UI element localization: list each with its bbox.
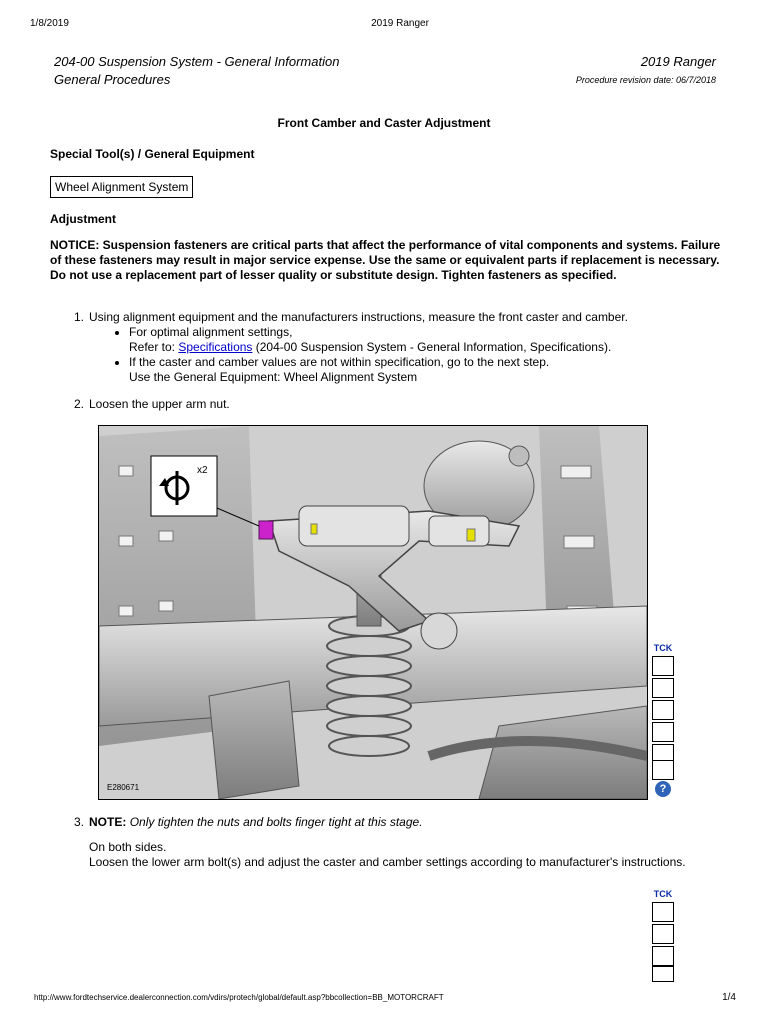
- print-title: 2019 Ranger: [371, 18, 429, 29]
- print-date: 1/8/2019: [30, 18, 69, 29]
- step-3-number: 3.: [74, 815, 85, 829]
- side-tab[interactable]: [652, 760, 674, 780]
- callout-multiplier: x2: [197, 465, 208, 476]
- refer-to-label: Refer to:: [129, 340, 176, 354]
- side-tab[interactable]: [652, 902, 674, 922]
- specifications-link[interactable]: Specifications: [178, 340, 253, 354]
- vehicle-name: 2019 Ranger: [640, 54, 716, 69]
- video-icon[interactable]: TCK: [653, 643, 673, 653]
- side-tab[interactable]: [652, 678, 674, 698]
- note-text: Only tighten the nuts and bolts finger tight at this stage.: [129, 815, 423, 829]
- bullet-2-line-1: If the caster and camber values are not within specification, go to the next step.: [129, 355, 550, 369]
- specifications-ref: (204-00 Suspension System - General Information, Specifications).: [255, 340, 612, 354]
- suspension-figure: [98, 425, 648, 800]
- adjustment-heading: Adjustment: [50, 212, 116, 226]
- bullet-out-of-spec: [129, 355, 731, 385]
- video-icon[interactable]: TCK: [653, 889, 673, 899]
- side-tab[interactable]: [652, 656, 674, 676]
- page-number: 1/4: [722, 992, 736, 1003]
- section-title: 204-00 Suspension System - General Information: [54, 54, 340, 69]
- bullet-optimal-alignment: [129, 325, 731, 355]
- side-tab[interactable]: [652, 966, 674, 982]
- note-label: NOTE:: [89, 815, 127, 829]
- bullet-2-line-2: Use the General Equipment: Wheel Alignment System: [129, 370, 418, 384]
- category-label: General Procedures: [54, 72, 171, 87]
- step-3-line-2: Loosen the lower arm bolt(s) and adjust the caster and camber settings according to manufacturer's instructions.: [89, 855, 686, 869]
- step-2-number: 2.: [74, 397, 85, 411]
- step-2-text: Loosen the upper arm nut.: [89, 397, 230, 411]
- side-tab[interactable]: [652, 700, 674, 720]
- side-tab[interactable]: [652, 946, 674, 966]
- revision-date: Procedure revision date: 06/7/2018: [575, 75, 716, 85]
- step-1-number: 1.: [74, 310, 85, 324]
- special-tools-heading: Special Tool(s) / General Equipment: [50, 147, 255, 161]
- figure-id: E280671: [107, 783, 140, 792]
- upper-arm-illustration: [99, 426, 647, 799]
- print-url: http://www.fordtechservice.dealerconnection.com/vdirs/protech/global/default.asp?bbcollection=BB_MOTORCRAFT: [34, 993, 444, 1002]
- procedure-title: Front Camber and Caster Adjustment: [277, 116, 491, 130]
- side-tab[interactable]: [652, 722, 674, 742]
- step-1-text: Using alignment equipment and the manufacturers instructions, measure the front caster and camber.: [89, 310, 628, 324]
- help-icon[interactable]: ?: [655, 781, 671, 797]
- step-1-bullets: [111, 325, 731, 385]
- bullet-1-line-1: For optimal alignment settings,: [129, 325, 293, 339]
- step-3-note: [89, 815, 423, 830]
- side-tab[interactable]: [652, 924, 674, 944]
- tool-item-wheel-alignment: Wheel Alignment System: [50, 176, 193, 198]
- step-3-line-1: On both sides.: [89, 840, 167, 854]
- notice-text: NOTICE: Suspension fasteners are critical parts that affect the performance of vital components and systems. Failure of these fasteners may result in major service expense. Use the same or equivalent parts if replacement is necessary. Do not use a replacement part of lesser quality or substitute design. Tighten fasteners as specified.: [50, 238, 721, 282]
